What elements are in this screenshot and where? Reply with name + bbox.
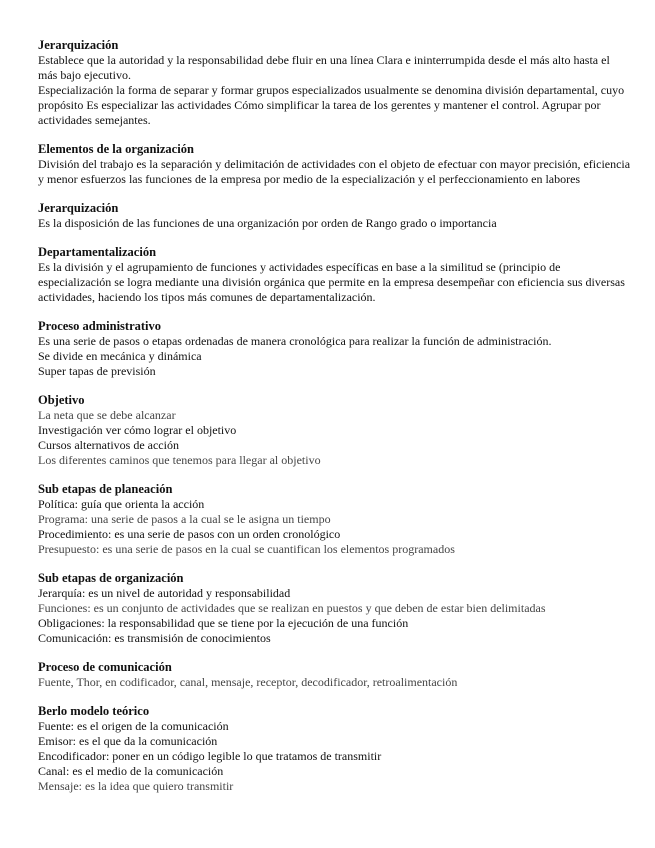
text-line: Investigación ver cómo lograr el objetivo [38, 423, 237, 437]
text-line: Funciones: es un conjunto de actividades que se realizan en puestos y que deben de estar bien delimitadas [38, 601, 546, 615]
text-line: Emisor: es el que da la comunicación [38, 734, 218, 748]
text-line: Obligaciones: la responsabilidad que se tiene por la ejecución de una función [38, 616, 409, 630]
section-jerarquizacion-1 [38, 38, 631, 128]
section-sub-etapas-organizacion [38, 571, 631, 646]
paragraph: Especialización la forma de separar y formar grupos especializados usualmente se denomina división departamental, cuyo propósito Es especializar las actividades Cómo simplificar la tarea de los gerentes y mantener el control. Agrupar por actividades semejantes. [38, 83, 625, 127]
section-heading: Proceso administrativo [38, 319, 162, 333]
section-jerarquizacion-2 [38, 201, 631, 231]
section-elementos-organizacion [38, 142, 631, 187]
section-proceso-administrativo [38, 319, 631, 379]
text-line: Canal: es el medio de la comunicación [38, 764, 224, 778]
text-line: Política: guía que orienta la acción [38, 497, 205, 511]
section-heading: Sub etapas de planeación [38, 482, 173, 496]
text-line: Jerarquía: es un nivel de autoridad y responsabilidad [38, 586, 291, 600]
paragraph: Establece que la autoridad y la responsabilidad debe fluir en una línea Clara e ininterrumpida desde el más alto hasta el más bajo ejecutivo. [38, 53, 610, 82]
paragraph: Es la división y el agrupamiento de funciones y actividades específicas en base a la similitud se (principio de especialización se logra mediante una división orgánica que permite en la empresa desempeñar con eficiencia sus diversas actividades, haciendo los tipos más comunes de departamentalización. [38, 260, 625, 304]
text-line: La neta que se debe alcanzar [38, 408, 176, 422]
section-proceso-comunicacion [38, 660, 631, 690]
text-line: Fuente: es el origen de la comunicación [38, 719, 229, 733]
section-heading: Jerarquización [38, 38, 119, 52]
section-heading: Proceso de comunicación [38, 660, 172, 674]
section-berlo-modelo [38, 704, 631, 794]
text-line: Mensaje: es la idea que quiero transmitir [38, 779, 234, 793]
text-line: Comunicación: es transmisión de conocimientos [38, 631, 271, 645]
section-heading: Jerarquización [38, 201, 119, 215]
section-sub-etapas-planeacion [38, 482, 631, 557]
section-heading: Objetivo [38, 393, 85, 407]
text-line: Cursos alternativos de acción [38, 438, 179, 452]
text-line: Se divide en mecánica y dinámica [38, 349, 202, 363]
text-line: Los diferentes caminos que tenemos para llegar al objetivo [38, 453, 321, 467]
text-line: Es una serie de pasos o etapas ordenadas de manera cronológica para realizar la función de administración. [38, 334, 552, 348]
text-line: Encodificador: poner en un código legible lo que tratamos de transmitir [38, 749, 382, 763]
section-heading: Departamentalización [38, 245, 157, 259]
text-line: Programa: una serie de pasos a la cual se le asigna un tiempo [38, 512, 331, 526]
section-heading: Elementos de la organización [38, 142, 194, 156]
text-line: Procedimiento: es una serie de pasos con un orden cronológico [38, 527, 341, 541]
paragraph: División del trabajo es la separación y delimitación de actividades con el objeto de efectuar con mayor precisión, eficiencia y menor esfuerzos las funciones de la empresa por medio de la especialización y el perfeccionamiento en labores [38, 157, 631, 186]
section-heading: Berlo modelo teórico [38, 704, 150, 718]
section-heading: Sub etapas de organización [38, 571, 184, 585]
text-line: Fuente, Thor, en codificador, canal, mensaje, receptor, decodificador, retroalimentación [38, 675, 458, 689]
section-objetivo [38, 393, 631, 468]
paragraph: Es la disposición de las funciones de una organización por orden de Rango grado o importancia [38, 216, 497, 230]
section-departamentalizacion [38, 245, 631, 305]
text-line: Presupuesto: es una serie de pasos en la cual se cuantifican los elementos programados [38, 542, 455, 556]
text-line: Super tapas de previsión [38, 364, 156, 378]
